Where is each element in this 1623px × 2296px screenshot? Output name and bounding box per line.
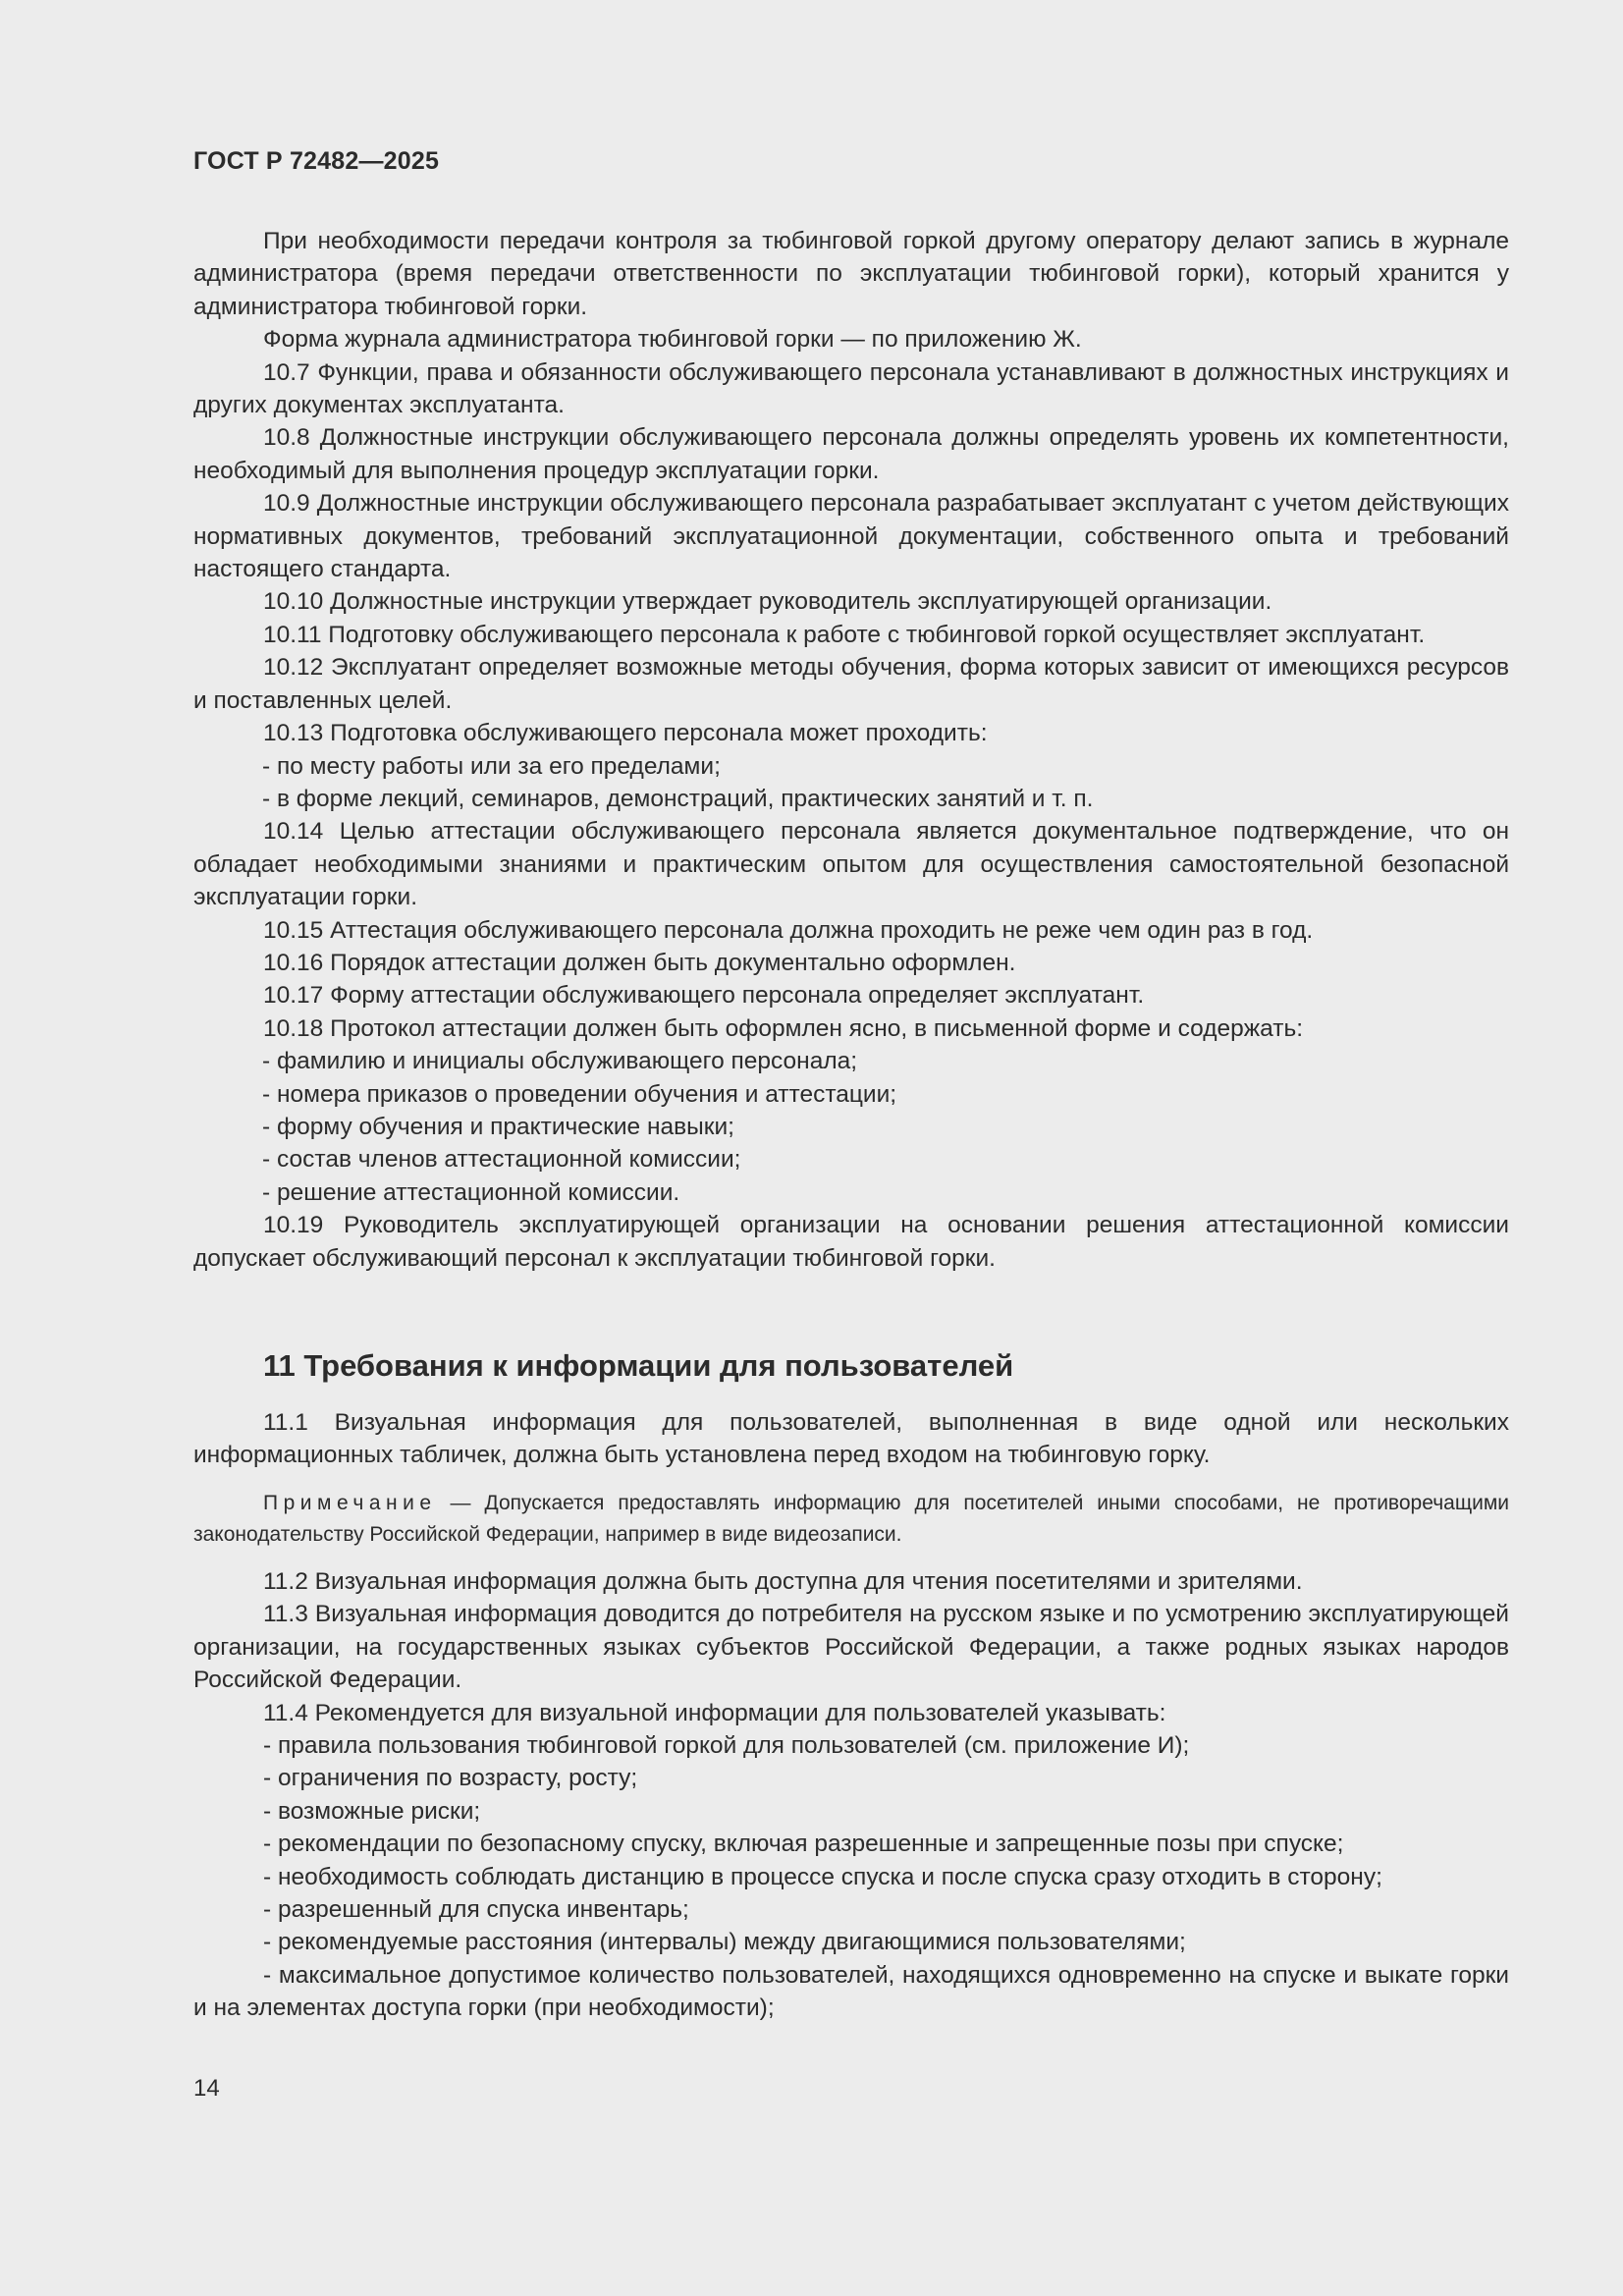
paragraph-journal-form: Форма журнала администратора тюбинговой горки — по приложению Ж. (263, 326, 1082, 354)
paragraph-10-13: 10.13 Подготовка обслуживающего персонала может проходить: (263, 720, 988, 747)
list-item: - правила пользования тюбинговой горкой для пользователей (см. приложение И); (263, 1732, 1190, 1760)
paragraph-10-14: 10.14 Целью аттестации обслуживающего персонала является документальное подтверждение, что он обладает необходимыми знаниями и практическим опытом для осуществления самостоятельной безопасной эксплуатации горки. (193, 818, 1509, 911)
section-11-intro (193, 1406, 1509, 1472)
paragraph-11-2: 11.2 Визуальная информация должна быть доступна для чтения посетителями и зрителями. (263, 1568, 1303, 1595)
list-item: - в форме лекций, семинаров, демонстраций, практических занятий и т. п. (262, 785, 1094, 812)
list-item: - состав членов аттестационной комиссии; (262, 1146, 741, 1174)
page-number: 14 (193, 2075, 220, 2102)
paragraph-11-3: 11.3 Визуальная информация доводится до потребителя на русском языке и по усмотрению эксплуатирующей организации, на государственных языках субъектов Российской Федерации, а также родных языках народов Российской Федерации. (193, 1601, 1509, 1694)
paragraph-10-7: 10.7 Функции, права и обязанности обслуживающего персонала устанавливают в должностных инструкциях и других документах эксплуатанта. (193, 358, 1509, 419)
note-text: — Допускается предоставлять информацию для посетителей иными способами, не противоречащими законодательству Российской Федерации, например в виде видеозаписи. (193, 1492, 1509, 1546)
section-heading: 11 Требования к информации для пользователей (263, 1348, 1014, 1383)
list-item: - возможные риски; (263, 1797, 481, 1825)
section-11-body (193, 1565, 1509, 2025)
list-item: - по месту работы или за его пределами; (262, 752, 721, 780)
paragraph-11-1: 11.1 Визуальная информация для пользователей, выполненная в виде одной или нескольких информационных табличек, должна быть установлена перед входом на тюбинговую горку. (193, 1409, 1509, 1469)
paragraph-10-16: 10.16 Порядок аттестации должен быть документально оформлен. (263, 949, 1016, 976)
paragraph-10-19: 10.19 Руководитель эксплуатирующей организации на основании решения аттестационной комиссии допускает обслуживающий персонал к эксплуатации тюбинговой горки. (193, 1212, 1509, 1272)
paragraph-10-11: 10.11 Подготовку обслуживающего персонала к работе с тюбинговой горкой осуществляет эксплуатант. (263, 621, 1426, 648)
list-item: - номера приказов о проведении обучения и аттестации; (262, 1080, 897, 1108)
list-item: - рекомендации по безопасному спуску, включая разрешенные и запрещенные позы при спуске; (263, 1831, 1344, 1858)
section-10-body (193, 225, 1509, 1275)
paragraph-10-15: 10.15 Аттестация обслуживающего персонала должна проходить не реже чем один раз в год. (263, 916, 1314, 944)
list-item: - форму обучения и практические навыки; (262, 1113, 734, 1140)
paragraph-10-12: 10.12 Эксплуатант определяет возможные методы обучения, форма которых зависит от имеющихся ресурсов и поставленных целей. (193, 654, 1509, 714)
section-11-heading-block (193, 1346, 1509, 1386)
note-block (193, 1488, 1509, 1551)
list-item: - решение аттестационной комиссии. (262, 1178, 680, 1206)
paragraph-10-17: 10.17 Форму аттестации обслуживающего персонала определяет эксплуатант. (263, 982, 1145, 1010)
document-page (193, 0, 1509, 2296)
list-item: - необходимость соблюдать дистанцию в процессе спуска и после спуска сразу отходить в сторону; (263, 1863, 1382, 1890)
paragraph-10-9: 10.9 Должностные инструкции обслуживающего персонала разрабатывает эксплуатант с учетом действующих нормативных документов, требований эксплуатационной документации, собственного опыта и требований настоящего стандарта. (193, 490, 1509, 583)
list-item: - рекомендуемые расстояния (интервалы) между двигающимися пользователями; (263, 1929, 1186, 1956)
list-item: - разрешенный для спуска инвентарь; (263, 1896, 689, 1924)
list-item: - максимальное допустимое количество пользователей, находящихся одновременно на спуске и выкате горки и на элементах доступа горки (при необходимости); (193, 1961, 1509, 2022)
paragraph-10-10: 10.10 Должностные инструкции утверждает руководитель эксплуатирующей организации. (263, 588, 1272, 616)
list-item: - фамилию и инициалы обслуживающего персонала; (262, 1048, 858, 1075)
paragraph-10-18: 10.18 Протокол аттестации должен быть оформлен ясно, в письменной форме и содержать: (263, 1014, 1304, 1042)
note-label: Примечание (263, 1492, 437, 1514)
paragraph-10-8: 10.8 Должностные инструкции обслуживающего персонала должны определять уровень их компетентности, необходимый для выполнения процедур эксплуатации горки. (193, 424, 1509, 484)
list-item: - ограничения по возрасту, росту; (263, 1765, 638, 1792)
paragraph-transfer-control: При необходимости передачи контроля за тюбинговой горкой другому оператору делают запись в журнале администратора (время передачи ответственности по эксплуатации тюбинговой горки), который хранится у администратора тюбинговой горки. (193, 228, 1509, 320)
note (193, 1488, 1509, 1551)
paragraph-11-4: 11.4 Рекомендуется для визуальной информации для пользователей указывать: (263, 1699, 1166, 1726)
document-code: ГОСТ Р 72482—2025 (193, 147, 440, 175)
